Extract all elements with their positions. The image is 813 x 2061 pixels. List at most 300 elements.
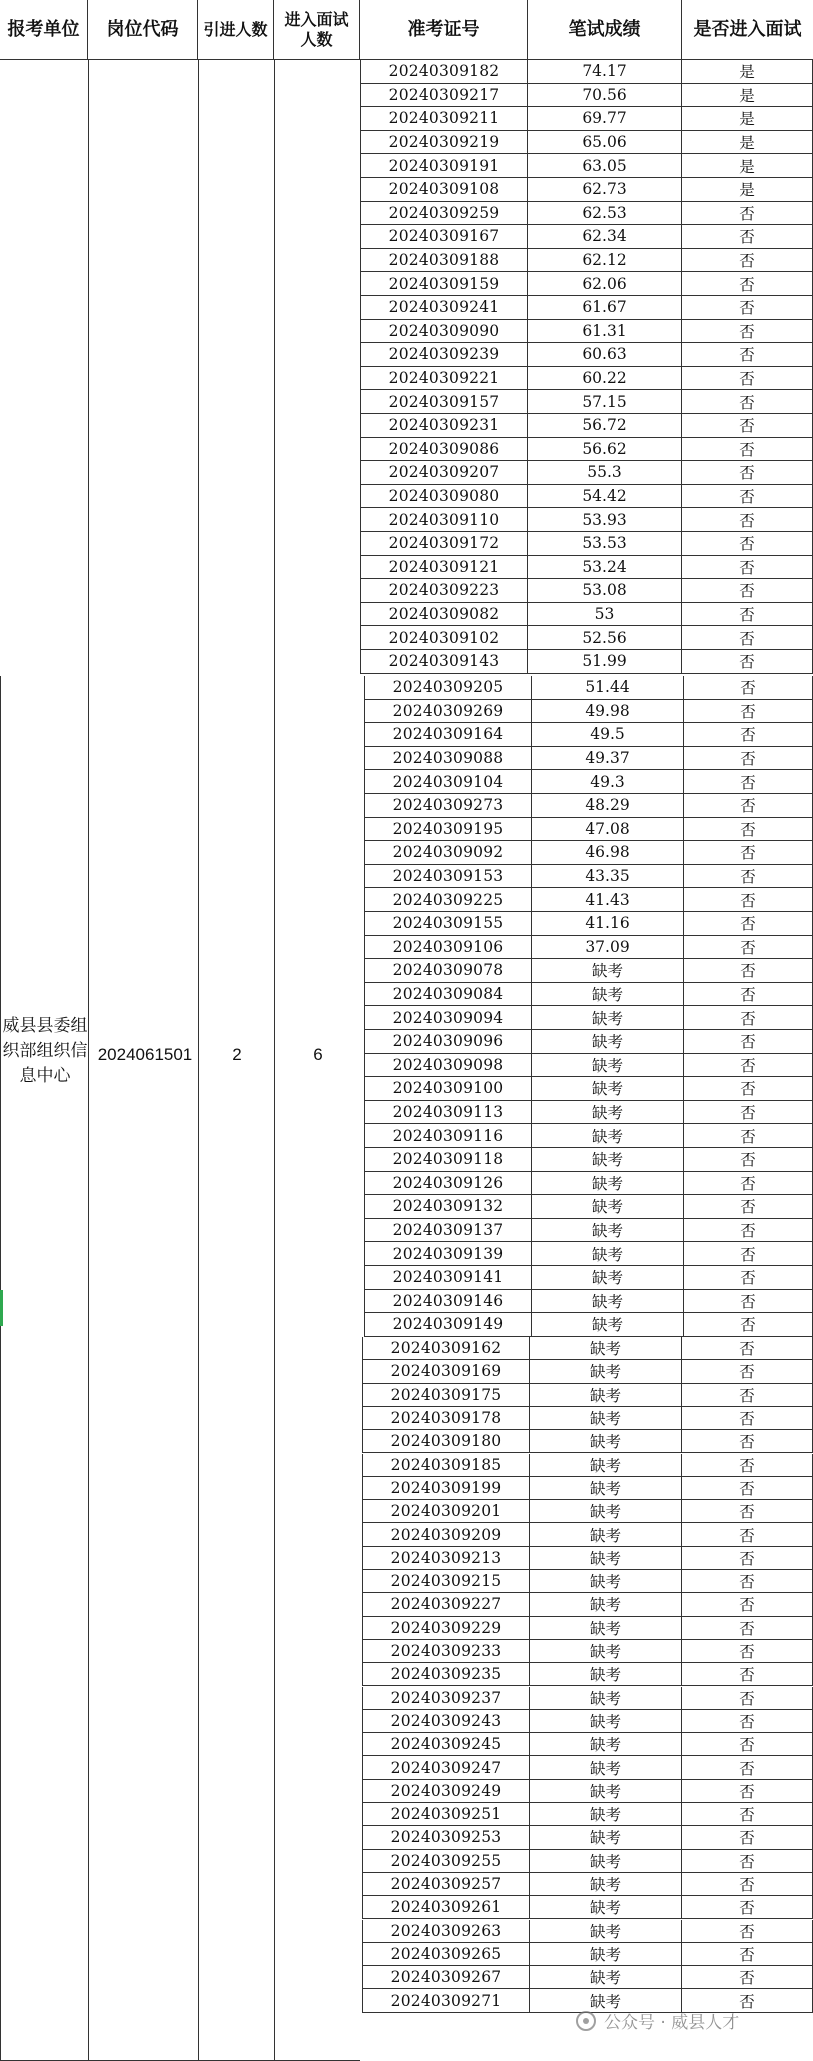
exam-score: 57.15 xyxy=(528,390,682,414)
ticket-number: 20240309172 xyxy=(360,532,528,556)
exam-score: 缺考 xyxy=(530,1454,682,1477)
exam-score: 缺考 xyxy=(530,1430,682,1453)
exam-score: 52.56 xyxy=(528,626,682,650)
table-row xyxy=(364,1030,813,1054)
enter-interview: 否 xyxy=(682,1989,813,2012)
grid-line xyxy=(0,676,1,2061)
exam-score: 缺考 xyxy=(530,1570,682,1593)
table-row xyxy=(362,1943,813,1966)
enter-interview: 否 xyxy=(682,249,813,273)
header-post-code: 岗位代码 xyxy=(88,0,198,60)
exam-score: 47.08 xyxy=(532,818,684,842)
enter-interview: 否 xyxy=(682,414,813,438)
ticket-number: 20240309191 xyxy=(360,154,528,178)
table-row xyxy=(364,723,813,747)
enter-interview: 否 xyxy=(682,1663,813,1686)
exam-score: 缺考 xyxy=(532,1124,684,1148)
ticket-number: 20240309139 xyxy=(364,1242,532,1266)
ticket-number: 20240309110 xyxy=(360,508,528,532)
exam-score: 41.43 xyxy=(532,888,684,912)
exam-score: 70.56 xyxy=(528,84,682,108)
enter-interview: 否 xyxy=(682,1943,813,1966)
ticket-number: 20240309199 xyxy=(362,1477,530,1500)
table-row xyxy=(360,60,813,84)
table-row xyxy=(362,1640,813,1663)
table-row xyxy=(364,676,813,700)
table-row xyxy=(360,320,813,344)
table-row xyxy=(364,1290,813,1314)
ticket-number: 20240309182 xyxy=(360,60,528,84)
exam-score: 缺考 xyxy=(530,1710,682,1733)
ticket-number: 20240309094 xyxy=(364,1006,532,1030)
ticket-number: 20240309146 xyxy=(364,1290,532,1314)
unit-name: 威县县委组织部组织信息中心 xyxy=(2,1015,88,1085)
enter-interview: 否 xyxy=(682,225,813,249)
table-row xyxy=(362,1780,813,1803)
table-row xyxy=(364,912,813,936)
enter-interview: 否 xyxy=(682,1593,813,1616)
table-row xyxy=(360,650,813,674)
table-row xyxy=(360,532,813,556)
exam-score: 55.3 xyxy=(528,461,682,485)
table-row xyxy=(360,579,813,603)
table-row xyxy=(360,202,813,226)
table-row xyxy=(364,865,813,889)
exam-score: 缺考 xyxy=(530,1523,682,1546)
table-row xyxy=(362,1523,813,1546)
table-row xyxy=(362,1593,813,1616)
grid-line xyxy=(198,60,199,2061)
exam-score: 缺考 xyxy=(530,1407,682,1430)
ticket-number: 20240309259 xyxy=(360,202,528,226)
ticket-number: 20240309211 xyxy=(360,107,528,131)
ticket-number: 20240309249 xyxy=(362,1780,530,1803)
wechat-icon xyxy=(576,2011,596,2031)
exam-score: 缺考 xyxy=(530,1733,682,1756)
ticket-number: 20240309263 xyxy=(362,1920,530,1943)
enter-interview: 否 xyxy=(684,1219,813,1243)
table-row xyxy=(360,556,813,580)
ticket-number: 20240309088 xyxy=(364,747,532,771)
enter-interview: 否 xyxy=(682,1570,813,1593)
ticket-number: 20240309237 xyxy=(362,1687,530,1710)
ticket-number: 20240309215 xyxy=(362,1570,530,1593)
exam-score: 缺考 xyxy=(532,1290,684,1314)
ticket-number: 20240309241 xyxy=(360,296,528,320)
enter-interview: 否 xyxy=(684,912,813,936)
enter-interview: 否 xyxy=(682,1687,813,1710)
ticket-number: 20240309257 xyxy=(362,1873,530,1896)
enter-interview: 否 xyxy=(684,1077,813,1101)
enter-interview: 否 xyxy=(684,723,813,747)
exam-score: 缺考 xyxy=(530,1663,682,1686)
exam-score: 46.98 xyxy=(532,841,684,865)
table-row xyxy=(360,107,813,131)
enter-interview: 否 xyxy=(682,1966,813,1989)
exam-score: 62.12 xyxy=(528,249,682,273)
exam-score: 62.53 xyxy=(528,202,682,226)
ticket-number: 20240309143 xyxy=(360,650,528,674)
exam-score: 53.08 xyxy=(528,579,682,603)
exam-score: 缺考 xyxy=(532,1006,684,1030)
table-row xyxy=(364,983,813,1007)
ticket-number: 20240309164 xyxy=(364,723,532,747)
table-row xyxy=(364,1054,813,1078)
enter-interview: 否 xyxy=(684,700,813,724)
table-row xyxy=(362,1547,813,1570)
ticket-number: 20240309162 xyxy=(362,1337,530,1360)
ticket-number: 20240309100 xyxy=(364,1077,532,1101)
table-row xyxy=(364,747,813,771)
post-code: 2024061501 xyxy=(97,1045,193,1064)
exam-score: 43.35 xyxy=(532,865,684,889)
ticket-number: 20240309155 xyxy=(364,912,532,936)
enter-interview: 否 xyxy=(682,1826,813,1849)
enter-interview: 是 xyxy=(682,107,813,131)
table-row xyxy=(360,296,813,320)
exam-score: 51.44 xyxy=(532,676,684,700)
ticket-number: 20240309205 xyxy=(364,676,532,700)
enter-interview: 否 xyxy=(682,1523,813,1546)
ticket-number: 20240309207 xyxy=(360,461,528,485)
exam-score: 61.31 xyxy=(528,320,682,344)
table-row xyxy=(364,1124,813,1148)
exam-score: 缺考 xyxy=(530,1617,682,1640)
table-row xyxy=(364,770,813,794)
ticket-number: 20240309084 xyxy=(364,983,532,1007)
watermark-text: 公众号 · 威县人才 xyxy=(604,2013,740,2033)
exam-score: 69.77 xyxy=(528,107,682,131)
exam-score: 缺考 xyxy=(530,1943,682,1966)
table-row xyxy=(360,508,813,532)
enter-interview: 否 xyxy=(684,1195,813,1219)
ticket-number: 20240309159 xyxy=(360,272,528,296)
ticket-number: 20240309235 xyxy=(362,1663,530,1686)
enter-interview: 否 xyxy=(682,1384,813,1407)
table-row xyxy=(360,272,813,296)
table-row xyxy=(360,414,813,438)
ticket-number: 20240309121 xyxy=(360,556,528,580)
table-row xyxy=(364,1219,813,1243)
exam-score: 53.53 xyxy=(528,532,682,556)
table-row xyxy=(360,154,813,178)
ticket-number: 20240309167 xyxy=(360,225,528,249)
exam-score: 56.72 xyxy=(528,414,682,438)
exam-score: 41.16 xyxy=(532,912,684,936)
enter-interview: 否 xyxy=(682,1500,813,1523)
ticket-number: 20240309225 xyxy=(364,888,532,912)
exam-score: 缺考 xyxy=(532,1242,684,1266)
exam-score: 61.67 xyxy=(528,296,682,320)
table-row xyxy=(364,1195,813,1219)
exam-score: 缺考 xyxy=(530,1850,682,1873)
ticket-number: 20240309090 xyxy=(360,320,528,344)
ticket-number: 20240309137 xyxy=(364,1219,532,1243)
ticket-number: 20240309080 xyxy=(360,485,528,509)
ticket-number: 20240309118 xyxy=(364,1148,532,1172)
table-row xyxy=(362,1454,813,1477)
exam-score: 缺考 xyxy=(532,1195,684,1219)
table-row xyxy=(362,1570,813,1593)
enter-interview: 否 xyxy=(684,1124,813,1148)
enter-interview: 否 xyxy=(682,202,813,226)
exam-score: 缺考 xyxy=(530,1640,682,1663)
ticket-number: 20240309078 xyxy=(364,959,532,983)
enter-interview: 否 xyxy=(682,1617,813,1640)
table-row xyxy=(364,1101,813,1125)
exam-score: 缺考 xyxy=(532,1148,684,1172)
table-row xyxy=(362,1966,813,1989)
header-enter-interview: 是否进入面试 xyxy=(682,0,813,60)
exam-score: 56.62 xyxy=(528,438,682,462)
enter-interview: 否 xyxy=(684,747,813,771)
enter-interview: 否 xyxy=(682,532,813,556)
table-row xyxy=(364,818,813,842)
ticket-number: 20240309209 xyxy=(362,1523,530,1546)
enter-interview: 否 xyxy=(684,1006,813,1030)
table-row xyxy=(360,343,813,367)
enter-interview: 否 xyxy=(682,1733,813,1756)
exam-score: 缺考 xyxy=(530,1826,682,1849)
exam-score: 缺考 xyxy=(532,983,684,1007)
header-hire-count: 引进人数 xyxy=(198,0,274,60)
exam-score: 缺考 xyxy=(530,1593,682,1616)
table-row xyxy=(360,249,813,273)
exam-score: 缺考 xyxy=(532,1266,684,1290)
exam-score: 缺考 xyxy=(530,1966,682,1989)
enter-interview: 否 xyxy=(682,1850,813,1873)
enter-interview: 否 xyxy=(682,1547,813,1570)
enter-interview: 否 xyxy=(682,367,813,391)
enter-interview: 否 xyxy=(684,1266,813,1290)
exam-score: 54.42 xyxy=(528,485,682,509)
ticket-number: 20240309104 xyxy=(364,770,532,794)
exam-score: 缺考 xyxy=(532,959,684,983)
ticket-number: 20240309106 xyxy=(364,936,532,960)
enter-interview: 否 xyxy=(684,794,813,818)
enter-interview: 否 xyxy=(682,1873,813,1896)
table-row xyxy=(362,1803,813,1826)
ticket-number: 20240309185 xyxy=(362,1454,530,1477)
table-row xyxy=(364,1148,813,1172)
ticket-number: 20240309098 xyxy=(364,1054,532,1078)
enter-interview: 是 xyxy=(682,60,813,84)
table-row xyxy=(360,603,813,627)
exam-score: 49.5 xyxy=(532,723,684,747)
ticket-number: 20240309227 xyxy=(362,1593,530,1616)
ticket-number: 20240309231 xyxy=(360,414,528,438)
exam-score: 63.05 xyxy=(528,154,682,178)
exam-score: 缺考 xyxy=(532,1219,684,1243)
ticket-number: 20240309271 xyxy=(362,1989,530,2012)
ticket-number: 20240309102 xyxy=(360,626,528,650)
table-row xyxy=(360,438,813,462)
enter-interview: 否 xyxy=(684,770,813,794)
enter-interview: 否 xyxy=(682,1640,813,1663)
enter-interview: 否 xyxy=(682,1756,813,1779)
exam-score: 缺考 xyxy=(530,1803,682,1826)
exam-score: 53.93 xyxy=(528,508,682,532)
ticket-number: 20240309201 xyxy=(362,1500,530,1523)
exam-score: 缺考 xyxy=(532,1172,684,1196)
exam-score: 62.06 xyxy=(528,272,682,296)
exam-score: 缺考 xyxy=(530,1920,682,1943)
ticket-number: 20240309132 xyxy=(364,1195,532,1219)
table-row xyxy=(360,178,813,202)
exam-score: 缺考 xyxy=(532,1313,684,1337)
exam-score: 缺考 xyxy=(532,1030,684,1054)
enter-interview: 是 xyxy=(682,84,813,108)
exam-score: 60.22 xyxy=(528,367,682,391)
exam-score: 缺考 xyxy=(530,1989,682,2012)
watermark xyxy=(576,2008,739,2033)
ticket-number: 20240309175 xyxy=(362,1384,530,1407)
enter-interview: 否 xyxy=(682,1803,813,1826)
ticket-number: 20240309267 xyxy=(362,1966,530,1989)
enter-interview: 否 xyxy=(682,1360,813,1383)
table-row xyxy=(362,1430,813,1453)
table-row xyxy=(362,1384,813,1407)
table-row xyxy=(362,1873,813,1896)
table-row xyxy=(362,1756,813,1779)
enter-interview: 否 xyxy=(684,1313,813,1337)
exam-score: 60.63 xyxy=(528,343,682,367)
ticket-number: 20240309169 xyxy=(362,1360,530,1383)
ticket-number: 20240309113 xyxy=(364,1101,532,1125)
enter-interview: 否 xyxy=(684,1054,813,1078)
table-row xyxy=(362,1500,813,1523)
enter-interview: 否 xyxy=(682,438,813,462)
ticket-number: 20240309126 xyxy=(364,1172,532,1196)
table-row xyxy=(360,461,813,485)
ticket-number: 20240309269 xyxy=(364,700,532,724)
enter-interview: 否 xyxy=(682,320,813,344)
table-row xyxy=(360,626,813,650)
exam-score: 62.34 xyxy=(528,225,682,249)
table-row xyxy=(362,1733,813,1756)
exam-score: 缺考 xyxy=(532,1077,684,1101)
ticket-number: 20240309213 xyxy=(362,1547,530,1570)
exam-score: 49.37 xyxy=(532,747,684,771)
ticket-number: 20240309195 xyxy=(364,818,532,842)
enter-interview: 否 xyxy=(684,1101,813,1125)
enter-interview: 否 xyxy=(682,1454,813,1477)
enter-interview: 否 xyxy=(684,1290,813,1314)
enter-interview: 否 xyxy=(684,841,813,865)
header-unit: 报考单位 xyxy=(0,0,88,60)
enter-interview: 否 xyxy=(684,936,813,960)
ticket-number: 20240309255 xyxy=(362,1850,530,1873)
table-row xyxy=(362,1337,813,1360)
ticket-number: 20240309233 xyxy=(362,1640,530,1663)
enter-interview: 否 xyxy=(684,959,813,983)
exam-score: 48.29 xyxy=(532,794,684,818)
table-row xyxy=(360,225,813,249)
enter-interview: 否 xyxy=(682,603,813,627)
enter-interview: 否 xyxy=(682,390,813,414)
ticket-number: 20240309273 xyxy=(364,794,532,818)
enter-interview: 否 xyxy=(684,818,813,842)
enter-interview: 否 xyxy=(682,461,813,485)
ticket-number: 20240309108 xyxy=(360,178,528,202)
exam-score: 51.99 xyxy=(528,650,682,674)
ticket-number: 20240309149 xyxy=(364,1313,532,1337)
enter-interview: 否 xyxy=(682,626,813,650)
ticket-number: 20240309239 xyxy=(360,343,528,367)
interview-count: 6 xyxy=(313,1045,323,1064)
enter-interview: 否 xyxy=(682,579,813,603)
table-row xyxy=(362,1850,813,1873)
ticket-number: 20240309243 xyxy=(362,1710,530,1733)
ticket-number: 20240309096 xyxy=(364,1030,532,1054)
enter-interview: 否 xyxy=(682,296,813,320)
enter-interview: 否 xyxy=(682,1477,813,1500)
enter-interview: 否 xyxy=(682,343,813,367)
enter-interview: 否 xyxy=(684,1242,813,1266)
table-row xyxy=(362,1687,813,1710)
ticket-number: 20240309082 xyxy=(360,603,528,627)
exam-score: 65.06 xyxy=(528,131,682,155)
exam-score: 缺考 xyxy=(530,1780,682,1803)
exam-score: 缺考 xyxy=(530,1337,682,1360)
table-row xyxy=(362,1360,813,1383)
exam-score: 缺考 xyxy=(530,1547,682,1570)
table-row xyxy=(360,390,813,414)
table-row xyxy=(364,1266,813,1290)
table-row xyxy=(364,1077,813,1101)
table-row xyxy=(362,1477,813,1500)
grid-line xyxy=(274,60,275,2061)
table-row xyxy=(362,1826,813,1849)
ticket-number: 20240309251 xyxy=(362,1803,530,1826)
hire-count: 2 xyxy=(232,1045,242,1064)
table-row xyxy=(362,1896,813,1919)
enter-interview: 否 xyxy=(682,1896,813,1919)
ticket-number: 20240309217 xyxy=(360,84,528,108)
enter-interview: 否 xyxy=(684,676,813,700)
exam-score: 53.24 xyxy=(528,556,682,580)
exam-score: 缺考 xyxy=(530,1477,682,1500)
exam-score: 缺考 xyxy=(530,1756,682,1779)
exam-score: 缺考 xyxy=(530,1687,682,1710)
table-row xyxy=(364,1006,813,1030)
table-row xyxy=(364,794,813,818)
exam-score: 缺考 xyxy=(530,1873,682,1896)
edge-marker xyxy=(0,1290,3,1326)
enter-interview: 否 xyxy=(684,1030,813,1054)
header-interview-count: 进入面试人数 xyxy=(274,0,360,60)
enter-interview: 否 xyxy=(682,650,813,674)
table-row xyxy=(364,1242,813,1266)
table-row xyxy=(360,131,813,155)
enter-interview: 否 xyxy=(682,556,813,580)
exam-score: 缺考 xyxy=(532,1101,684,1125)
ticket-number: 20240309157 xyxy=(360,390,528,414)
ticket-number: 20240309180 xyxy=(362,1430,530,1453)
ticket-number: 20240309116 xyxy=(364,1124,532,1148)
table-row xyxy=(364,1172,813,1196)
enter-interview: 否 xyxy=(682,1780,813,1803)
table-row xyxy=(362,1710,813,1733)
exam-score: 缺考 xyxy=(530,1896,682,1919)
header-ticket: 准考证号 xyxy=(360,0,528,60)
table-row xyxy=(360,367,813,391)
ticket-number: 20240309261 xyxy=(362,1896,530,1919)
exam-score: 缺考 xyxy=(530,1360,682,1383)
enter-interview: 是 xyxy=(682,131,813,155)
table-row xyxy=(360,485,813,509)
enter-interview: 否 xyxy=(682,1920,813,1943)
